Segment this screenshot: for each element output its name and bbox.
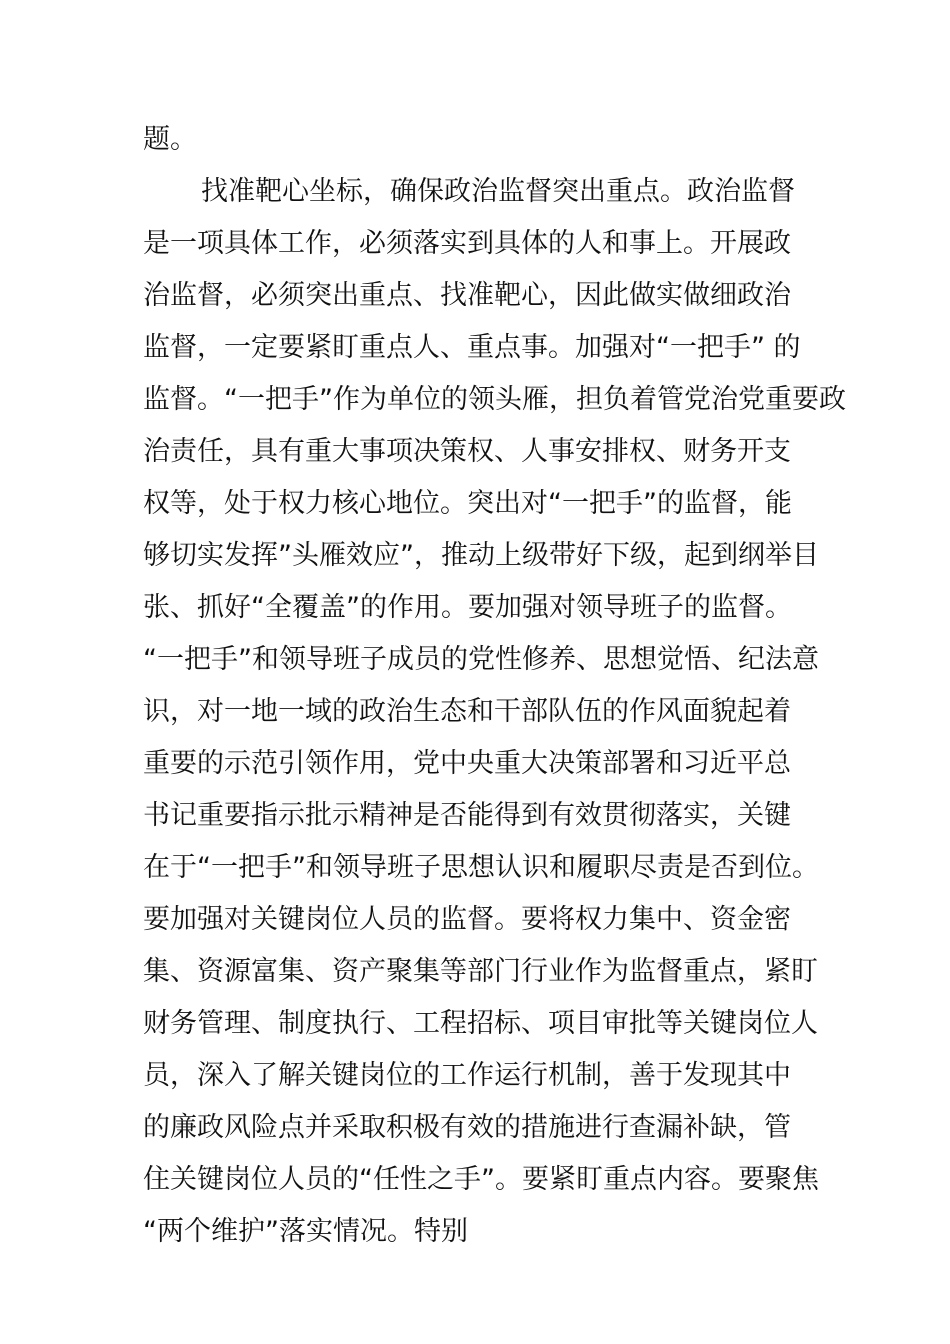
text-line: “两个维护”落实情况。特别: [143, 1216, 468, 1247]
text-line: 财务管理、制度执行、工程招标、项目审批等关键岗位人: [143, 1008, 818, 1039]
text-line: 要加强对关键岗位人员的监督。要将权力集中、资金密: [143, 904, 791, 935]
text-line: 张、抓好“全覆盖”的作用。要加强对领导班子的监督。: [143, 592, 792, 623]
text-line: 监督。“一把手”作为单位的领头雁，担负着管党治党重要政: [143, 384, 846, 415]
text-line: 监督，一定要紧盯重点人、重点事。加强对“一把手” 的: [143, 332, 801, 363]
text-line: 重要的示范引领作用，党中央重大决策部署和习近平总: [143, 748, 791, 779]
text-line: 集、资源富集、资产聚集等部门行业作为监督重点，紧盯: [143, 956, 818, 987]
text-line: 治责任，具有重大事项决策权、人事安排权、财务开支: [143, 436, 791, 467]
text-line: 住关键岗位人员的“任性之手”。要紧盯重点内容。要聚焦: [143, 1164, 819, 1195]
text-line: 是一项具体工作，必须落实到具体的人和事上。开展政: [143, 228, 791, 259]
text-line: 的廉政风险点并采取积极有效的措施进行查漏补缺，管: [143, 1112, 791, 1143]
text-line: 识，对一地一域的政治生态和干部队伍的作风面貌起着: [143, 696, 791, 727]
text-line: 员，深入了解关键岗位的工作运行机制，善于发现其中: [143, 1060, 791, 1091]
text-line: 题。: [143, 124, 197, 155]
text-line: 够切实发挥”头雁效应”，推动上级带好下级，起到纲举目: [143, 540, 819, 571]
text-line: “一把手”和领导班子成员的党性修养、思想觉悟、纪法意: [143, 644, 819, 675]
text-line: 书记重要指示批示精神是否能得到有效贯彻落实，关键: [143, 800, 791, 831]
text-line: 在于“一把手”和领导班子思想认识和履职尽责是否到位。: [143, 852, 819, 883]
paragraph-first-line: 找准靶心坐标，确保政治监督突出重点。政治监督: [201, 176, 795, 207]
text-line: 权等，处于权力核心地位。突出对“一把手”的监督，能: [143, 488, 792, 519]
text-line: 治监督，必须突出重点、找准靶心，因此做实做细政治: [143, 280, 791, 311]
body-text: [143, 114, 846, 1258]
